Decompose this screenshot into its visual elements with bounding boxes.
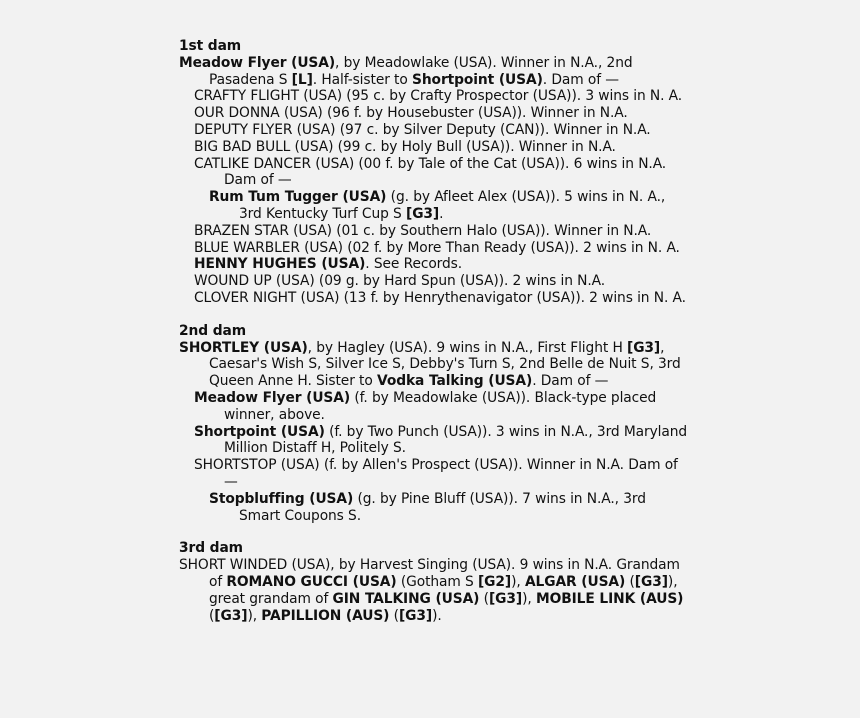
- entry-text: ),: [522, 590, 536, 607]
- entry-text: (: [209, 607, 215, 624]
- entry-text: ),: [247, 607, 262, 624]
- bold-text: [G3]: [406, 205, 440, 222]
- entry-text: , by Meadowlake (USA). Winner in N.A., 2nd Pasadena S: [209, 54, 633, 88]
- entry-text: , Caesar's Wish S, Silver Ice S, Debby's Turn S, 2nd Belle de Nuit S, 3rd Queen Anne H. Sister to: [209, 339, 681, 390]
- entry-text: (f. by Meadowlake (USA)). Black-type placed winner, above.: [224, 389, 657, 423]
- bold-text: [G3]: [488, 590, 523, 607]
- bold-text: Shortpoint (USA): [412, 71, 543, 88]
- pedigree-entry: [179, 55, 689, 89]
- entry-text: ), great grandam of: [209, 573, 678, 607]
- bold-text: Meadow Flyer (USA): [179, 54, 336, 71]
- entry-text: (: [625, 573, 635, 590]
- bold-text: SHORTLEY (USA): [179, 339, 308, 356]
- bold-text: [G3]: [627, 339, 661, 356]
- bold-text: MOBILE LINK (AUS): [535, 590, 684, 607]
- section-heading: 1st dam: [179, 38, 242, 54]
- pedigree-document: [179, 38, 689, 640]
- bold-text: Meadow Flyer (USA): [194, 389, 351, 406]
- dam-section: [179, 540, 689, 624]
- bold-text: GIN TALKING (USA): [332, 590, 480, 607]
- bold-text: [L]: [291, 71, 313, 88]
- entry-text: (f. by Two Punch (USA)). 3 wins in N.A., 3rd Maryland Million Distaff H, Politely S.: [224, 423, 688, 457]
- section-heading: 3rd dam: [179, 540, 243, 557]
- entry-text: (: [389, 607, 399, 624]
- entry-text: OUR DONNA (USA) (96 f. by Housebuster (USA)). Winner in N.A.: [194, 105, 628, 122]
- dam-section: [179, 323, 689, 525]
- entry-text: SHORT WINDED (USA), by Harvest Singing (USA). 9 wins in N.A. Grandam of: [179, 557, 680, 590]
- bold-text: ALGAR (USA): [524, 573, 626, 590]
- bold-text: Shortpoint (USA): [194, 423, 325, 440]
- entry-text: SHORTSTOP (USA) (f. by Allen's Prospect (USA)). Winner in N.A. Dam of —: [194, 457, 678, 490]
- bold-text: HENNY HUGHES (USA): [194, 256, 366, 273]
- entry-text: (: [479, 590, 489, 607]
- pedigree-entry: [194, 88, 689, 105]
- pedigree-entry: [194, 424, 689, 458]
- bold-text: Vodka Talking (USA): [377, 373, 533, 390]
- pedigree-entry: [194, 256, 689, 273]
- pedigree-entry: [209, 189, 689, 223]
- entry-text: . Dam of —: [542, 71, 619, 88]
- entry-text: ).: [432, 607, 442, 624]
- bold-text: Rum Tum Tugger (USA): [209, 189, 387, 206]
- entry-text: , by Hagley (USA). 9 wins in N.A., First Flight H: [307, 339, 627, 356]
- entry-text: (g. by Pine Bluff (USA)). 7 wins in N.A., 3rd Smart Coupons S.: [239, 490, 646, 524]
- pedigree-entry: [179, 340, 689, 390]
- dam-section: [179, 38, 689, 307]
- entry-text: .: [439, 205, 444, 222]
- bold-text: PAPILLION (AUS): [261, 607, 390, 624]
- entry-text: CLOVER NIGHT (USA) (13 f. by Henrythenavigator (USA)). 2 wins in N. A.: [194, 289, 686, 306]
- entry-text: CRAFTY FLIGHT (USA) (95 c. by Crafty Prospector (USA)). 3 wins in N. A.: [194, 88, 683, 105]
- entry-text: BLUE WARBLER (USA) (02 f. by More Than Ready (USA)). 2 wins in N. A.: [194, 239, 680, 256]
- pedigree-entry: [194, 273, 689, 290]
- pedigree-entry: [194, 390, 689, 424]
- bold-text: Stopbluffing (USA): [209, 490, 354, 507]
- pedigree-entry: [194, 240, 689, 257]
- pedigree-entry: [194, 290, 689, 307]
- entry-text: . See Records.: [365, 256, 463, 273]
- entry-text: (g. by Afleet Alex (USA)). 5 wins in N. A., 3rd Kentucky Turf Cup S: [239, 189, 666, 222]
- pedigree-entry: [194, 139, 689, 156]
- entry-text: BRAZEN STAR (USA) (01 c. by Southern Halo (USA)). Winner in N.A.: [194, 222, 652, 239]
- entry-text: ),: [511, 573, 525, 590]
- pedigree-entry: [194, 223, 689, 240]
- entry-text: (Gotham S: [396, 573, 478, 590]
- bold-text: [G3]: [214, 607, 248, 624]
- pedigree-entry: [209, 491, 689, 525]
- section-heading: 2nd dam: [179, 322, 246, 339]
- pedigree-entry: [194, 122, 689, 139]
- entry-text: CATLIKE DANCER (USA) (00 f. by Tale of the Cat (USA)). 6 wins in N.A. Dam of —: [194, 155, 667, 189]
- pedigree-entry: [194, 457, 689, 491]
- entry-text: BIG BAD BULL (USA) (99 c. by Holy Bull (USA)). Winner in N.A.: [194, 138, 616, 155]
- pedigree-entry: [194, 156, 689, 190]
- entry-text: DEPUTY FLYER (USA) (97 c. by Silver Deputy (CAN)). Winner in N.A.: [194, 121, 651, 138]
- entry-text: WOUND UP (USA) (09 g. by Hard Spun (USA)). 2 wins in N.A.: [194, 273, 606, 290]
- pedigree-entry: [194, 105, 689, 122]
- bold-text: [G2]: [477, 573, 512, 590]
- entry-text: . Half-sister to: [312, 71, 412, 88]
- bold-text: [G3]: [398, 607, 433, 624]
- entry-text: . Dam of —: [532, 373, 609, 390]
- bold-text: ROMANO GUCCI (USA): [226, 573, 397, 590]
- pedigree-entry: [179, 557, 689, 624]
- bold-text: [G3]: [634, 573, 668, 590]
